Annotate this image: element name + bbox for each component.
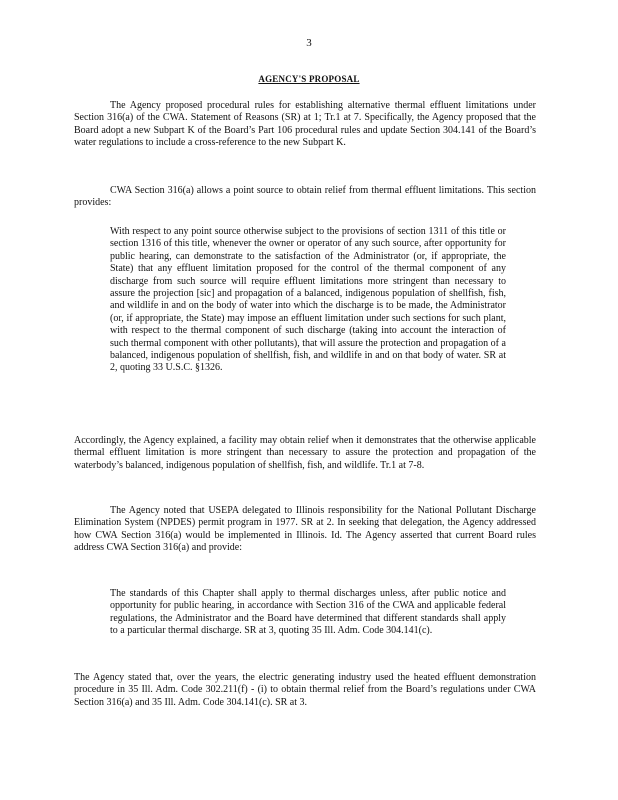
block-quote-1: With respect to any point source otherwise subject to the provisions of section 1311 of this title or section 1316 of this title, whenever the owner or operator of any such source, after opportunity for public hearing, can demonstrate to the satisfaction of the Administrator (or, if appropriate, the State) that any effluent limitation proposed for the control of the thermal component of any discharge from such source will require effluent limitations more stringent than necessary to assure the projection [sic] and propagation of a balanced, indigenous population of shellfish, fish, and wildlife in and on the body of water into which the discharge is to be made, the Administrator (or, if appropriate, the State) may impose an effluent limitation under such sections for such plant, with respect to the thermal component of such discharge (taking into account the interaction of such thermal component with other pollutants), that will assure the protection and propagation of a balanced, indigenous population of shellfish, fish, and wildlife in and on that body of water. SR at 2, quoting 33 U.S.C. §1326. xyxy=(110,226,506,374)
paragraph-3: Accordingly, the Agency explained, a facility may obtain relief when it demonstrates that the otherwise applicable thermal effluent limitation is more stringent than necessary to assure the protection and propagation of the waterbody’s balanced, indigenous population of shellfish, fish, and wildlife. Tr.1 at 7-8. xyxy=(74,435,536,471)
paragraph-5: The Agency stated that, over the years, the electric generating industry used the heated effluent demonstration procedure in 35 Ill. Adm. Code 302.211(f) - (i) to obtain thermal relief from the Board’s regulations under CWA Section 316(a) and 35 Ill. Adm. Code 304.141(c). SR at 3. xyxy=(74,672,536,708)
paragraph-2: CWA Section 316(a) allows a point source to obtain relief from thermal effluent limitations. This section provides: xyxy=(74,185,536,209)
block-quote-2: The standards of this Chapter shall apply to thermal discharges unless, after public notice and opportunity for public hearing, in accordance with Section 316 of the CWA and applicable federal regulations, the Administrator and the Board have determined that different standards shall apply to a particular thermal discharge. SR at 3, quoting 35 Ill. Adm. Code 304.141(c). xyxy=(110,588,506,637)
section-heading: AGENCY'S PROPOSAL xyxy=(258,74,360,84)
page-number: 3 xyxy=(306,37,312,49)
paragraph-4: The Agency noted that USEPA delegated to Illinois responsibility for the National Pollutant Discharge Elimination System (NPDES) permit program in 1977. SR at 2. In seeking that delegation, the Agency addressed how CWA Section 316(a) would be implemented in Illinois. Id. The Agency asserted that current Board rules address CWA Section 316(a) and provide: xyxy=(74,505,536,554)
paragraph-1: The Agency proposed procedural rules for establishing alternative thermal effluent limitations under Section 316(a) of the CWA. Statement of Reasons (SR) at 1; Tr.1 at 7. Specifically, the Agency proposed that the Board adopt a new Subpart K of the Board’s Part 106 procedural rules and update Section 304.141 of the Board’s water regulations to include a cross-reference to the new Subpart K. xyxy=(74,100,536,149)
